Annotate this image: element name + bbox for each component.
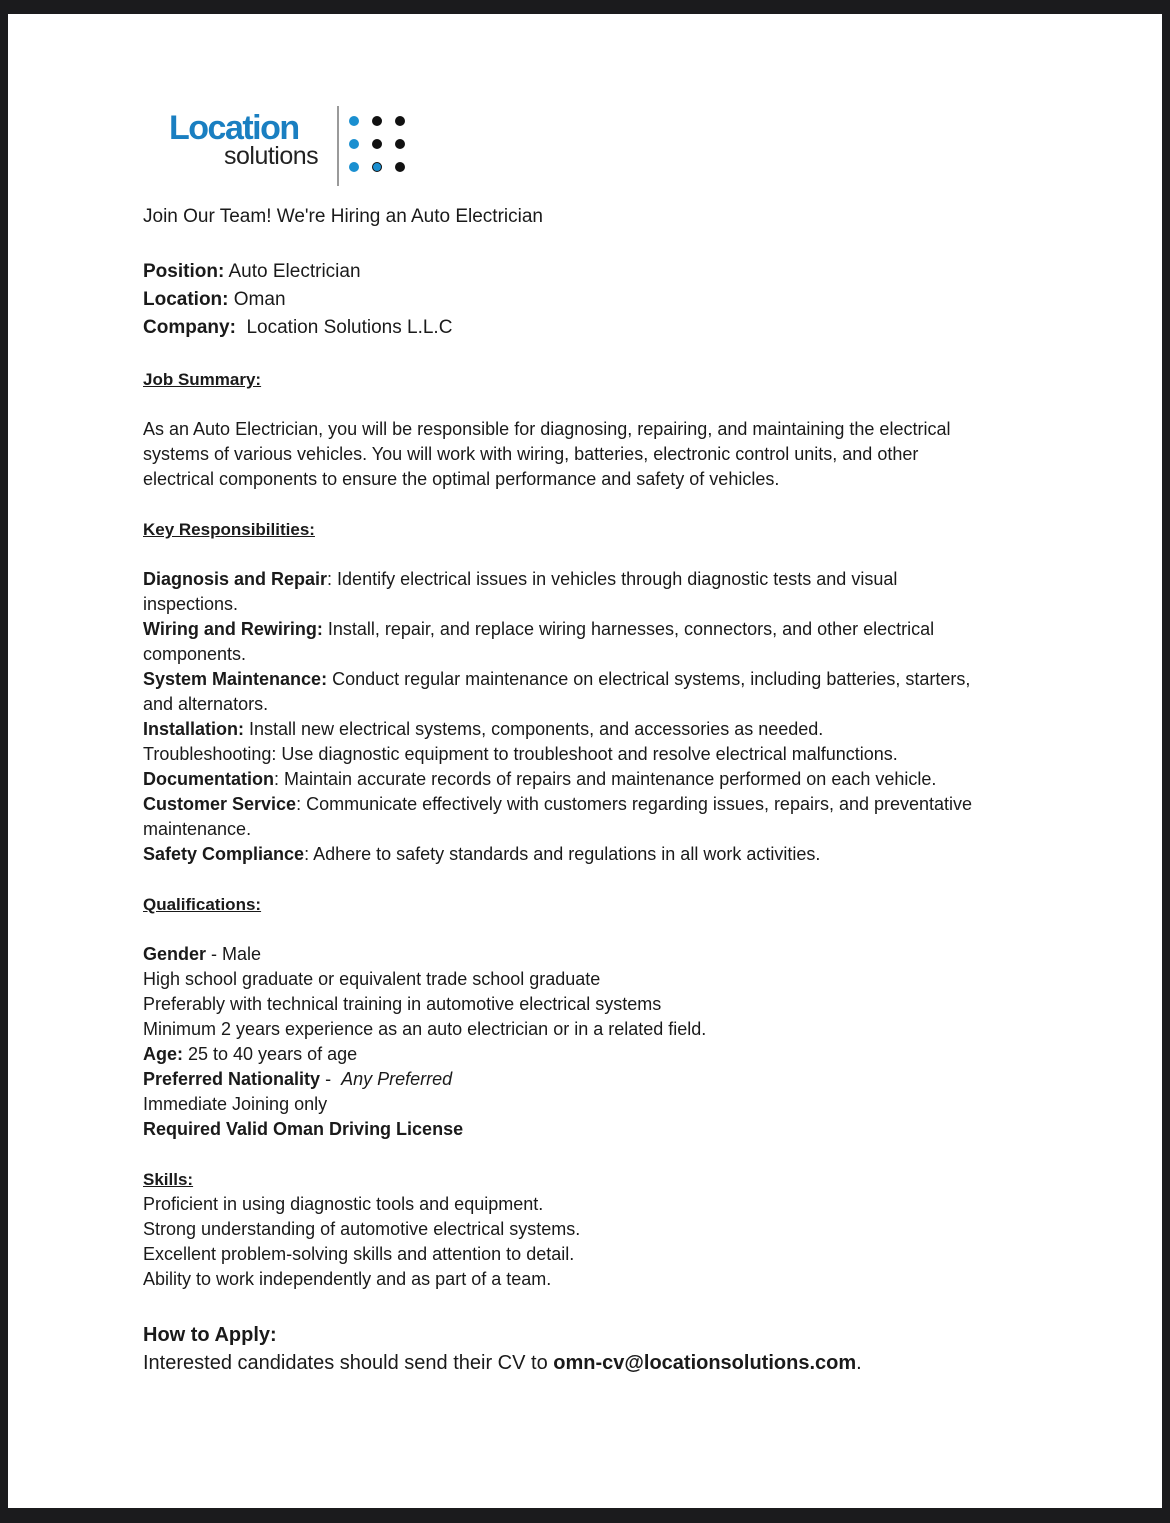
logo-wordmark-solutions: solutions [224,142,319,170]
company-label: Company: [143,317,236,338]
responsibility-text: : Maintain accurate records of repairs and maintenance performed on each vehicle. [274,769,937,789]
nationality-value: Any Preferred [341,1069,453,1089]
responsibility-item [143,767,1043,792]
qualification-item: High school graduate or equivalent trade school graduate [143,969,601,989]
qualification-item: Immediate Joining only [143,1094,328,1114]
skill-item: Ability to work independently and as part of a team. [143,1269,552,1289]
logo-dot-icon [372,116,382,126]
age-line [143,1042,1043,1067]
responsibility-continuation: inspections. [143,594,239,614]
summary-line: systems of various vehicles. You will work with wiring, batteries, electronic control units, and other [143,444,919,464]
apply-text: Interested candidates should send their CV to [143,1352,554,1374]
responsibility-text: Install, repair, and replace wiring harnesses, connectors, and other electrical [322,619,935,639]
responsibility-item [143,567,1043,592]
logo-dot-icon [372,162,382,172]
logo-wordmark-location: Location [169,109,299,147]
responsibility-text: : Adhere to safety standards and regulations in all work activities. [304,844,821,864]
company-logo [161,98,421,190]
responsibility-label: Installation: [143,719,245,739]
responsibility-continuation: maintenance. [143,819,252,839]
responsibility-label: Customer Service [143,794,297,814]
how-to-apply-heading: How to Apply: [143,1324,277,1346]
summary-line: electrical components to ensure the optimal performance and safety of vehicles. [143,469,780,489]
location-value: Oman [228,289,286,310]
age-value: 25 to 40 years of age [183,1044,358,1064]
responsibility-text: Troubleshooting: Use diagnostic equipment to troubleshoot and resolve electrical malfunctions. [143,744,898,764]
skill-item: Proficient in using diagnostic tools and equipment. [143,1194,544,1214]
apply-line [143,1349,1043,1377]
responsibility-continuation: components. [143,644,247,664]
responsibility-continuation: and alternators. [143,694,269,714]
responsibility-label: Diagnosis and Repair [143,569,328,589]
posting-title: Join Our Team! We're Hiring an Auto Electrician [143,206,543,227]
summary-line: As an Auto Electrician, you will be responsible for diagnosing, repairing, and maintaining the electrical [143,419,951,439]
age-label: Age: [143,1044,183,1064]
qualification-item: Preferably with technical training in automotive electrical systems [143,994,662,1014]
responsibility-text: Install new electrical systems, components, and accessories as needed. [244,719,824,739]
logo-dot-icon [349,116,359,126]
company-value: Location Solutions L.L.C [235,317,453,338]
responsibility-item [143,842,1043,867]
responsibility-item [143,667,1043,692]
responsibility-item [143,617,1043,642]
qualifications-heading: Qualifications: [143,895,262,914]
logo-dot-icon [372,139,382,149]
responsibility-label: System Maintenance: [143,669,328,689]
gender-label: Gender [143,944,207,964]
responsibility-text: : Communicate effectively with customers regarding issues, repairs, and preventative [296,794,973,814]
location-label: Location: [143,289,229,310]
gender-value: - Male [206,944,262,964]
apply-end: . [856,1352,862,1374]
position-line [143,258,1043,286]
skills-heading: Skills: [143,1170,194,1189]
responsibility-label: Documentation [143,769,275,789]
skill-item: Excellent problem-solving skills and attention to detail. [143,1244,575,1264]
responsibility-item [143,742,1043,767]
logo-dot-icon [395,139,405,149]
responsibilities-heading: Key Responsibilities: [143,520,315,539]
responsibility-text: Conduct regular maintenance on electrical systems, including batteries, starters, [327,669,971,689]
responsibility-label: Safety Compliance [143,844,305,864]
logo-dot-icon [395,116,405,126]
license-requirement: Required Valid Oman Driving License [143,1119,464,1139]
nationality-separator: - [320,1069,342,1089]
position-value: Auto Electrician [224,261,361,282]
nationality-label: Preferred Nationality [143,1069,321,1089]
company-line [143,314,1043,342]
responsibility-item [143,717,1043,742]
responsibility-item [143,792,1043,817]
qualification-item: Minimum 2 years experience as an auto electrician or in a related field. [143,1019,707,1039]
logo-dot-icon [349,139,359,149]
logo-dot-icon [349,162,359,172]
logo-divider [337,106,339,186]
nationality-line [143,1067,1043,1092]
position-label: Position: [143,261,225,282]
responsibility-label: Wiring and Rewiring: [143,619,323,639]
gender-line [143,942,1043,967]
apply-email-link[interactable]: omn-cv@locationsolutions.com [553,1352,857,1374]
skill-item: Strong understanding of automotive electrical systems. [143,1219,581,1239]
job-summary-heading: Job Summary: [143,370,262,389]
location-line [143,286,1043,314]
job-posting-body [143,203,1043,1377]
logo-dot-icon [395,162,405,172]
responsibility-text: : Identify electrical issues in vehicles through diagnostic tests and visual [327,569,898,589]
